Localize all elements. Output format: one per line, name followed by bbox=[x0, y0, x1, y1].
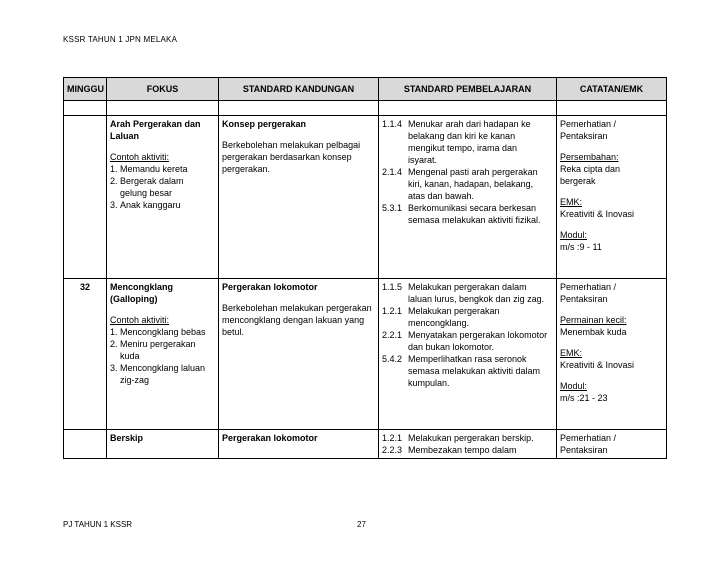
assessment-line: Pentaksiran bbox=[560, 445, 608, 455]
col-header-standard-pembelajaran: STANDARD PEMBELAJARAN bbox=[379, 78, 557, 101]
col-header-minggu: MINGGU bbox=[64, 78, 107, 101]
notes-cell bbox=[557, 279, 667, 430]
focus-title-line: (Galloping) bbox=[110, 294, 158, 304]
sp-item: 1.1.4 Menukar arah dari hadapan ke belakang dan kiri ke kanan mengikut tempo, irama dan isyarat. bbox=[382, 119, 531, 165]
sk-text-line: Berkebolehan melakukan pergerakan bbox=[222, 303, 372, 313]
module-label: Modul: bbox=[560, 230, 588, 240]
page-number: 27 bbox=[357, 520, 366, 529]
page-header: KSSR TAHUN 1 JPN MELAKA bbox=[63, 35, 178, 44]
col-header-standard-kandungan: STANDARD KANDUNGAN bbox=[219, 78, 379, 101]
sk-text-line: Berkebolehan melakukan pelbagai bbox=[222, 140, 361, 150]
activity-type-label: Permainan kecil: bbox=[560, 315, 627, 325]
activity-type-text: bergerak bbox=[560, 176, 596, 186]
sp-item: 2.2.3 Membezakan tempo dalam bbox=[382, 445, 517, 455]
list-item: 1. Memandu kereta bbox=[110, 164, 188, 174]
assessment-line: Pemerhatian / bbox=[560, 282, 617, 292]
sk-text-line: pergerakan. bbox=[222, 164, 271, 174]
week-cell bbox=[64, 430, 107, 459]
sk-text-line: pergerakan berdasarkan konsep bbox=[222, 152, 352, 162]
standard-kandungan-cell bbox=[219, 279, 379, 430]
activity-label: Contoh aktiviti: bbox=[110, 152, 170, 162]
standard-kandungan-cell bbox=[219, 430, 379, 459]
module-text: m/s :9 - 11 bbox=[560, 242, 602, 252]
sp-item: 5.4.2 Memperlihatkan rasa seronok semasa melakukan aktiviti dalam kumpulan. bbox=[382, 354, 541, 388]
sp-item: 1.2.1 Melakukan pergerakan berskip. bbox=[382, 433, 534, 443]
sk-title: Konsep pergerakan bbox=[222, 119, 307, 129]
col-header-fokus: FOKUS bbox=[107, 78, 219, 101]
focus-cell bbox=[107, 279, 219, 430]
list-item: 3. Mencongklang laluan zig-zag bbox=[110, 363, 206, 385]
standard-kandungan-cell bbox=[219, 116, 379, 279]
module-label: Modul: bbox=[560, 381, 588, 391]
list-item: 3. Anak kanggaru bbox=[110, 200, 181, 210]
focus-cell bbox=[107, 116, 219, 279]
sk-title: Pergerakan lokomotor bbox=[222, 433, 318, 443]
module-text: m/s :21 - 23 bbox=[560, 393, 608, 403]
emk-label: EMK: bbox=[560, 348, 583, 358]
assessment-line: Pentaksiran bbox=[560, 131, 608, 141]
activity-label: Contoh aktiviti: bbox=[110, 315, 170, 325]
sp-item: 1.2.1 Melakukan pergerakan mencongklang. bbox=[382, 306, 500, 328]
week-cell: 32 bbox=[64, 279, 107, 430]
sp-item: 5.3.1 Berkomunikasi secara berkesan semasa melakukan aktiviti fizikal. bbox=[382, 203, 541, 225]
list-item: 1. Mencongklang bebas bbox=[110, 327, 206, 337]
activity-type-label: Persembahan: bbox=[560, 152, 619, 162]
standard-pembelajaran-cell bbox=[379, 430, 557, 459]
sp-item: 1.1.5 Melakukan pergerakan dalam laluan lurus, bengkok dan zig zag. bbox=[382, 282, 545, 304]
table-row bbox=[64, 279, 667, 430]
sk-text-line: mencongklang dengan lakuan yang bbox=[222, 315, 365, 325]
list-item: 2. Meniru pergerakan kuda bbox=[110, 339, 196, 361]
standard-pembelajaran-cell bbox=[379, 116, 557, 279]
week-cell bbox=[64, 116, 107, 279]
activity-type-text: Menembak kuda bbox=[560, 327, 627, 337]
table-spacer-row bbox=[64, 101, 667, 116]
table-row bbox=[64, 430, 667, 459]
notes-cell bbox=[557, 430, 667, 459]
standard-pembelajaran-cell bbox=[379, 279, 557, 430]
assessment-line: Pemerhatian / bbox=[560, 433, 617, 443]
page-footer-title: PJ TAHUN 1 KSSR bbox=[63, 520, 133, 529]
sp-item: 2.1.4 Mengenal pasti arah pergerakan kiri, kanan, hadapan, belakang, atas dan bawah. bbox=[382, 167, 538, 201]
focus-title-line: Laluan bbox=[110, 131, 140, 141]
emk-label: EMK: bbox=[560, 197, 583, 207]
assessment-line: Pentaksiran bbox=[560, 294, 608, 304]
activity-type-text: Reka cipta dan bbox=[560, 164, 621, 174]
table-header-row bbox=[64, 78, 667, 101]
focus-title-line: Berskip bbox=[110, 433, 144, 443]
emk-text: Kreativiti & Inovasi bbox=[560, 209, 635, 219]
table-row bbox=[64, 116, 667, 279]
emk-text: Kreativiti & Inovasi bbox=[560, 360, 635, 370]
sk-title: Pergerakan lokomotor bbox=[222, 282, 318, 292]
focus-title-line: Mencongklang bbox=[110, 282, 174, 292]
focus-cell bbox=[107, 430, 219, 459]
assessment-line: Pemerhatian / bbox=[560, 119, 617, 129]
notes-cell bbox=[557, 116, 667, 279]
lesson-plan-table bbox=[63, 77, 667, 459]
col-header-catatan-emk: CATATAN/EMK bbox=[557, 78, 667, 101]
sk-text-line: betul. bbox=[222, 327, 245, 337]
sp-item: 2.2.1 Menyatakan pergerakan lokomotor dan bukan lokomotor. bbox=[382, 330, 548, 352]
list-item: 2. Bergerak dalam gelung besar bbox=[110, 176, 184, 198]
focus-title-line: Arah Pergerakan dan bbox=[110, 119, 201, 129]
